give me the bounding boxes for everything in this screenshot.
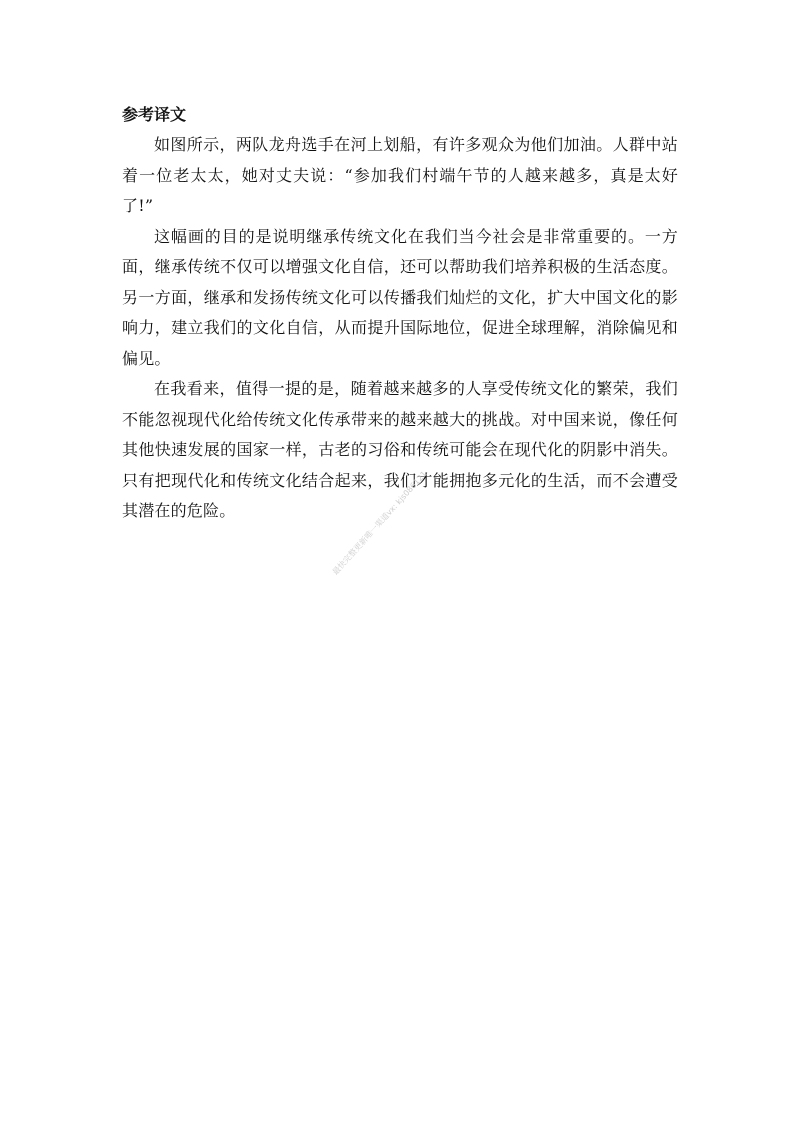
paragraph-2: 这幅画的目的是说明继承传统文化在我们当今社会是非常重要的。一方面，继承传统不仅可以增强文化自信，还可以帮助我们培养积极的生活态度。另一方面，继承和发扬传统文化可以传播我们灿烂的文化，扩大中国文化的影响力，建立我们的文化自信，从而提升国际地位，促进全球理解，消除偏见和偏见。 [122, 226, 678, 368]
document-content [122, 100, 678, 527]
watermark-text: 最快完整更新唯一渠道vx: kjs086121 [330, 469, 429, 577]
section-heading: 参考译文 [122, 105, 187, 124]
paragraph-3: 在我看来，值得一提的是，随着越来越多的人享受传统文化的繁荣，我们不能忽视现代化给传统文化传承带来的越来越大的挑战。对中国来说，像任何其他快速发展的国家一样，古老的习俗和传统可能会在现代化的阴影中消失。只有把现代化和传统文化结合起来，我们才能拥抱多元化的生活，而不会遭受其潜在的危险。 [122, 379, 678, 520]
paragraph-1: 如图所示，两队龙舟选手在河上划船，有许多观众为他们加油。人群中站着一位老太太，她对丈夫说：“参加我们村端午节的人越来越多，真是太好了!” [122, 135, 678, 215]
